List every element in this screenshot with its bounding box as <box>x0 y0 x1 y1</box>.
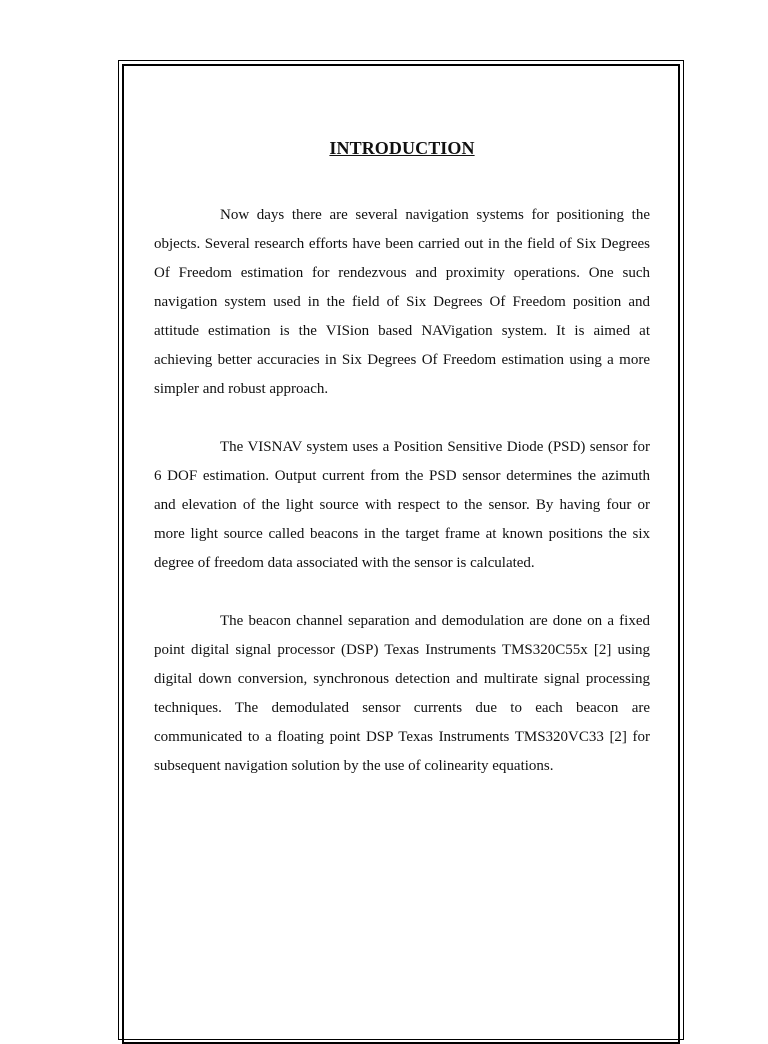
page-title: INTRODUCTION <box>329 138 475 158</box>
paragraph-beacon: The beacon channel separation and demodulation are done on a fixed point digital signal processor (DSP) Texas Instruments TMS320C55x [2] using digital down conversion, synchronous detection and multirate signal processing techniques. The demodulated sensor currents due to each beacon are communicated to a floating point DSP Texas Instruments TMS320VC33 [2] for subsequent navigation solution by the use of colinearity equations. <box>154 613 650 774</box>
paragraph-visnav: The VISNAV system uses a Position Sensitive Diode (PSD) sensor for 6 DOF estimation. Output current from the PSD sensor determines the azimuth and elevation of the light source with respect to the sensor. By having four or more light source called beacons in the target frame at known positions the six degree of freedom data associated with the sensor is calculated. <box>154 439 650 571</box>
paragraph-intro: Now days there are several navigation systems for positioning the objects. Several research efforts have been carried out in the field of Six Degrees Of Freedom estimation for rendezvous and proximity operations. One such navigation system used in the field of Six Degrees Of Freedom position and attitude estimation is the VISion based NAVigation system. It is aimed at achieving better accuracies in Six Degrees Of Freedom estimation using a more simpler and robust approach. <box>154 207 650 397</box>
document-body <box>154 138 650 810</box>
